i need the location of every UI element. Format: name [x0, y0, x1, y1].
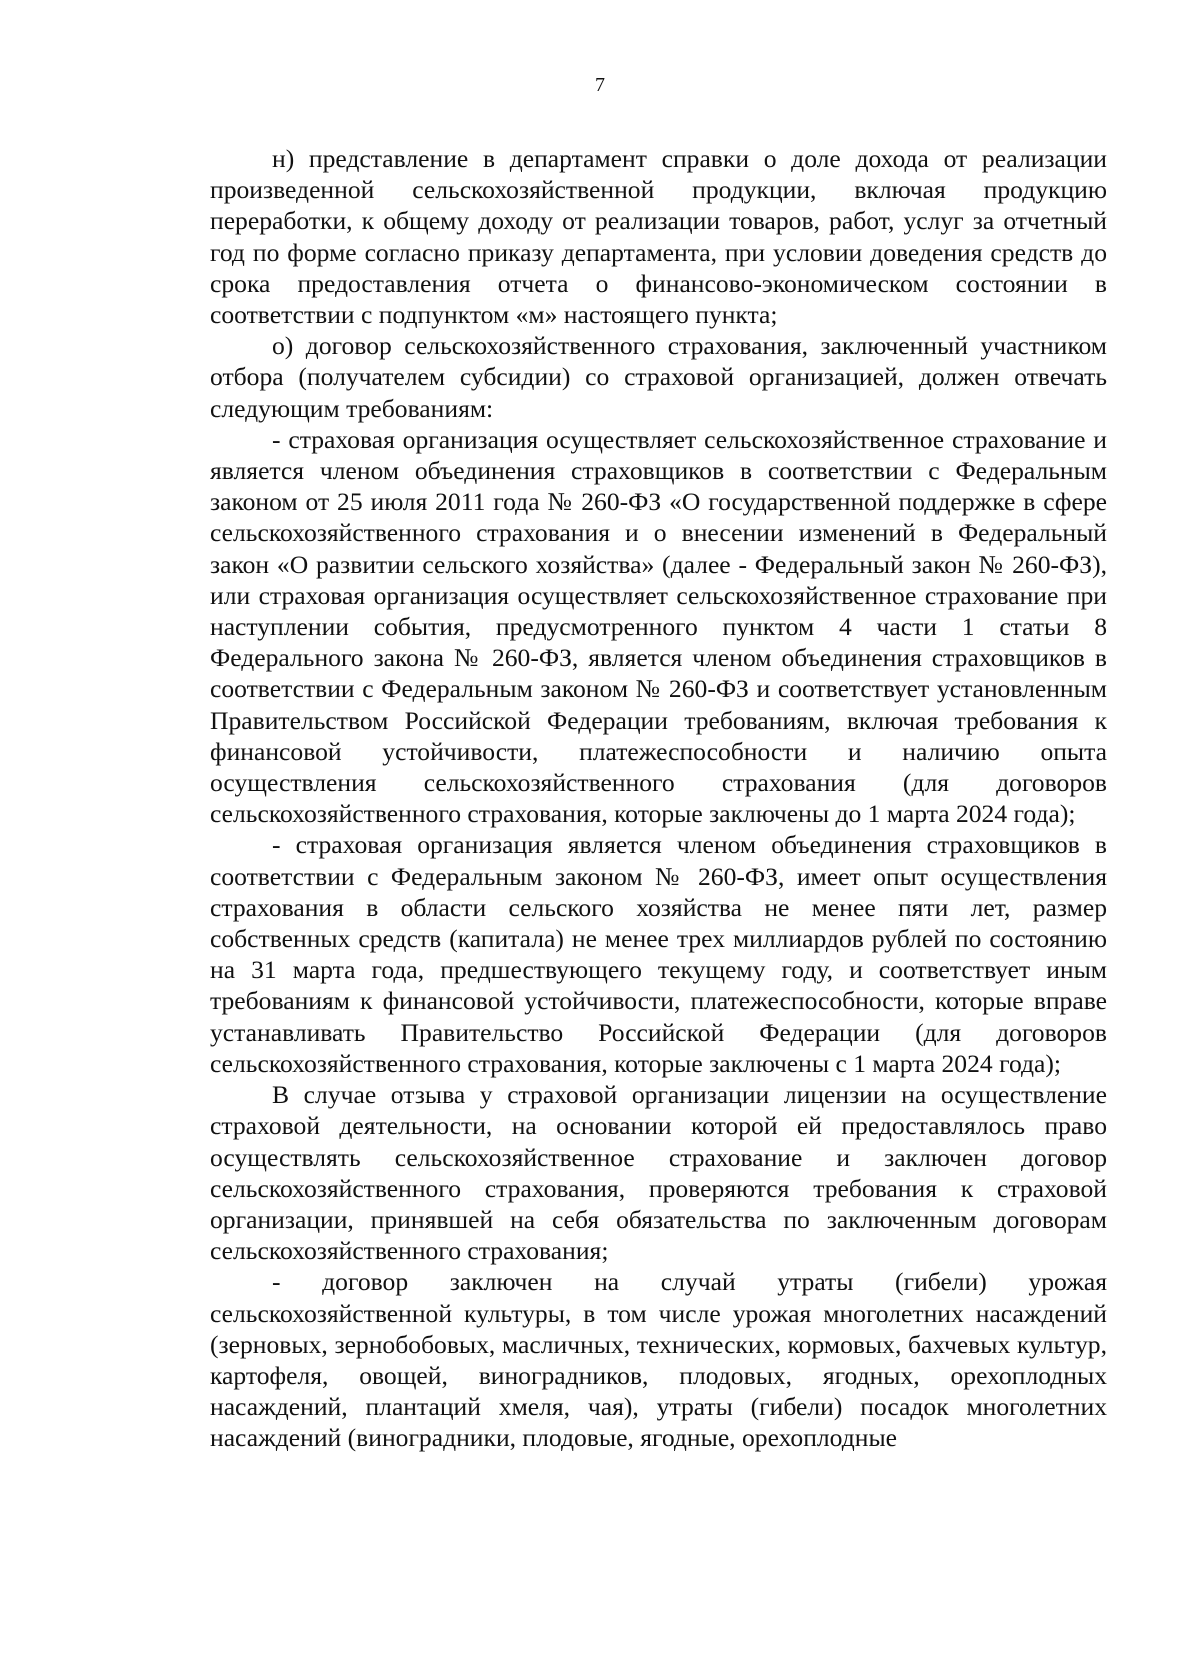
document-body: [210, 143, 1107, 1454]
requirement-item-1: - страховая организация осуществляет сельскохозяйственное страхование и является членом объединения страховщиков в соответствии с Федеральным законом от 25 июля 2011 года № 260-ФЗ «О государственной поддержке в сфере сельскохозяйственного страхования и о внесении изменений в Федеральный закон «О развитии сельского хозяйства» (далее - Федеральный закон № 260-ФЗ), или страховая организация осуществляет сельскохозяйственное страхование при наступлении события, предусмотренного пунктом 4 части 1 статьи 8 Федерального закона № 260-ФЗ, является членом объединения страховщиков в соответствии с Федеральным законом № 260-ФЗ и соответствует установленным Правительством Российской Федерации требованиям, включая требования к финансовой устойчивости, платежеспособности и наличию опыта осуществления сельскохозяйственного страхования (для договоров сельскохозяйственного страхования, которые заключены до 1 марта 2024 года);: [210, 424, 1107, 829]
requirement-item-2: - страховая организация является членом объединения страховщиков в соответствии с Федеральным законом № 260-ФЗ, имеет опыт осуществления страхования в области сельского хозяйства не менее пяти лет, размер собственных средств (капитала) не менее трех миллиардов рублей по состоянию на 31 марта года, предшествующего текущему году, и соответствует иным требованиям к финансовой устойчивости, платежеспособности, которые вправе устанавливать Правительство Российской Федерации (для договоров сельскохозяйственного страхования, которые заключены с 1 марта 2024 года);: [210, 830, 1107, 1078]
paragraph-o: о) договор сельскохозяйственного страхования, заключенный участником отбора (получателем субсидии) со страховой организацией, должен отвечать следующим требованиям:: [210, 331, 1107, 423]
page-number: 7: [595, 74, 605, 96]
requirement-item-3: - договор заключен на случай утраты (гибели) урожая сельскохозяйственной культуры, в том числе урожая многолетних насаждений (зерновых, зернобобовых, масличных, технических, кормовых, бахчевых культур, картофеля, овощей, виноградников, плодовых, ягодных, орехоплодных насаждений, плантаций хмеля, чая), утраты (гибели) посадок многолетних насаждений (виноградники, плодовые, ягодные, орехоплодные: [210, 1267, 1107, 1453]
paragraph-n: н) представление в департамент справки о доле дохода от реализации произведенной сельскохозяйственной продукции, включая продукцию переработки, к общему доходу от реализации товаров, работ, услуг за отчетный год по форме согласно приказу департамента, при условии доведения средств до срока предоставления отчета о финансово-экономическом состоянии в соответствии с подпунктом «м» настоящего пункта;: [210, 144, 1107, 330]
license-revocation-paragraph: В случае отзыва у страховой организации лицензии на осуществление страховой деятельности, на основании которой ей предоставлялось право осуществлять сельскохозяйственное страхование и заключен договор сельскохозяйственного страхования, проверяются требования к страховой организации, принявшей на себя обязательства по заключенным договорам сельскохозяйственного страхования;: [210, 1080, 1107, 1266]
